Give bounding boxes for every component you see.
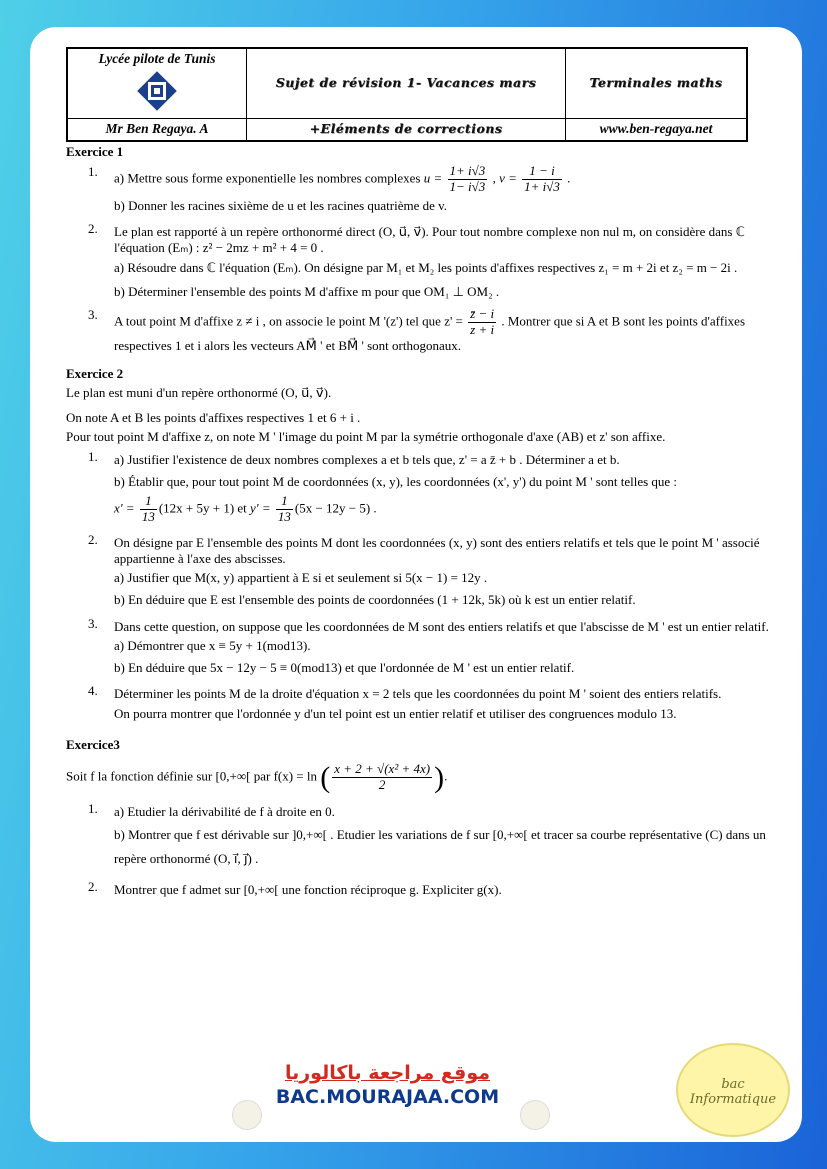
class-level: Terminales maths [589, 74, 723, 90]
ex2-q1b-y: (5x − 12y − 5) . [294, 500, 377, 516]
fraction-u: $\frac{1+ i√3}{1- i√3}$ [449, 162, 486, 194]
ex3-intro: Soit f la fonction définie sur [0,+∞[ par f(x) = ln ( $\frac{\text{x + 2 + √(x² + 4x)}}{2}$ ). [66, 761, 448, 794]
ex1-q1b: b) Donner les racines sixième de u et les racines quatrième de v. [114, 197, 448, 213]
fraction-f: $\frac{\text{x + 2 + √(x² + 4x)}}{2}$ [334, 761, 431, 793]
ex2-q3: Dans cette question, on suppose que les coordonnées de M sont des entiers relatifs et que l'abscisse de M ' est un entier relatif. [114, 618, 769, 634]
ex2-q1b-formula: x' = $\frac{1}{13}$ (12x + 5y + 1) et y' = $\frac{1}{13}$ (5x − 12y − 5) . [114, 492, 377, 524]
ex2-intro-3: Pour tout point M d'affixe z, on note M ' l'image du point M par la symétrie orthogonale d'axe (AB) et z' son affixe. [66, 428, 666, 444]
ex1-question-2: 2. Le plan est rapporté à un repère orthonormé direct (O, u⃗, v⃗). Pour tout nombre complexe non nul m, on considère dans ℂ l'équation (Eₘ) : z² − 2mz + m² + 4 = 0 . a) Résoudre dans ℂ l'équation (Eₘ). On désigne par M₁ et M₂ les points d'affixes respectives z₁ = m + 2i et z₂ = m − 2i . b) Déterminer l'ensemble des points M d'affixe m pour que OM₁ ⊥ OM₂ . [66, 221, 786, 303]
ex1-q2: Le plan est rapporté à un repère orthonormé direct (O, u⃗, v⃗). Pour tout nombre complexe non nul m, on considère dans ℂ l'équation (Eₘ) : z² − 2mz + m² + 4 = 0 . [114, 224, 745, 256]
header-table [66, 47, 748, 142]
ex2-question-1: 1. a) Justifier l'existence de deux nombres complexes a et b tels que, z' = a z̄ + b . Déterminer a et b. b) Établir que, pour tout point M de coordonnées (x, y), les coordonnées (x', y') du point M ' sont telles que : x' = $\frac{1}{13}$ (12x + 5y + 1) et y' = $\frac{1}{13}$ (5x − 12y − 5) . [66, 449, 786, 527]
bac-informatique-badge [676, 1043, 790, 1137]
ex1-q2a: a) Résoudre dans ℂ l'équation (Eₘ). On désigne par M₁ et M₂ les points d'affixes respectives z₁ = m + 2i et z₂ = m − 2i . [114, 259, 738, 275]
left-mini-logo-icon [232, 1100, 262, 1130]
ex1-question-1: 1. a) Mettre sous forme exponentielle les nombres complexes u = $\frac{1+ i√3}{1- i√3}$ , v = $\frac{1 - i}{1+ i√3}$ . b) Donner les racines sixième de u et les racines quatrième de v. [66, 164, 786, 217]
ex3-intro-text: Soit f la fonction définie sur [0,+∞[ par f(x) = ln [66, 768, 318, 784]
school-cell [67, 48, 247, 118]
teacher-name: Mr Ben Regaya. A [67, 118, 247, 140]
ex2-q2: On désigne par E l'ensemble des points M dont les coordonnées (x, y) sont des entiers relatifs et tels que le point M ' associé appartienne à l'axe des abscisses. [114, 534, 760, 566]
exercise-1-title: Exercice 1 [66, 143, 124, 159]
ex3-q2: Montrer que f admet sur [0,+∞[ une fonction réciproque g. Expliciter g(x). [114, 882, 502, 898]
document-page [30, 27, 802, 1142]
school-logo-icon [137, 71, 177, 111]
ex2-q4a: Déterminer les points M de la droite d'équation x = 2 tels que les coordonnées du point M ' soient des entiers relatifs. [114, 686, 722, 702]
sheet-title: Sujet de révision 1- Vacances mars [275, 74, 537, 90]
ex3-q1b: b) Montrer que f est dérivable sur ]0,+∞[ . Etudier les variations de f sur [0,+∞[ et tracer sa courbe représentative (C) dans un repère orthonormé (O, i⃗, j⃗) . [114, 826, 766, 867]
ex2-intro-1: Le plan est muni d'un repère orthonormé (O, u⃗, v⃗). [66, 385, 332, 401]
ex2-intro-2: On note A et B les points d'affixes respectives 1 et 6 + i . [66, 409, 361, 425]
badge-text: bac Informatique [689, 1077, 777, 1107]
ex2-question-3: 3. Dans cette question, on suppose que les coordonnées de M sont des entiers relatifs et que l'abscisse de M ' est un entier relatif. a) Démontrer que x ≡ 5y + 1(mod13). b) En déduire que 5x − 12y − 5 ≡ 0(mod13) et que l'ordonnée de M ' est un entier relatif. [66, 616, 786, 680]
footer-arabic[interactable]: موقع مراجعة باكالوريا [284, 1062, 491, 1084]
exercise-3-title: Exercice3 [66, 736, 120, 752]
ex1-q3b: . Montrer que si A et B sont les points d'affixes respectives 1 et i alors les vecteurs AM⃗ ' et BM⃗ ' sont orthogonaux. [114, 313, 746, 353]
level-cell [566, 48, 748, 118]
ex3-question-1: 1. a) Etudier la dérivabilité de f à droite en 0. b) Montrer que f est dérivable sur ]0,+∞[ . Etudier les variations de f sur [0,+∞[ et tracer sa courbe représentative (C) dans un repère orthonormé (O, i⃗, j⃗) . [66, 801, 786, 876]
ex1-question-3: 3. A tout point M d'affixe z ≠ i , on associe le point M '(z') tel que z' = $\frac{z̄ - i}{z + i}$ . Montrer que si A et B sont les points d'affixes respectives 1 et i alors les vecteurs AM⃗ ' et BM⃗ ' sont orthogonaux. [88, 306, 746, 353]
ex2-q3b: b) En déduire que 5x − 12y − 5 ≡ 0(mod13) et que l'ordonnée de M ' est un entier relatif. [114, 660, 575, 675]
ex2-q4b: On pourra montrer que l'ordonnée y d'un tel point est un entier relatif et utiliser des congruences modulo 13. [114, 705, 677, 721]
ex1-q3a: A tout point M d'affixe z ≠ i , on associe le point M '(z') tel que z' = [114, 313, 463, 329]
title-cell [247, 48, 566, 118]
fraction-v: $\frac{1 - i}{1+ i√3}$ [524, 162, 560, 194]
ex3-question-2: 2. Montrer que f admet sur [0,+∞[ une fonction réciproque g. Expliciter g(x). [66, 879, 786, 901]
right-mini-logo-icon [520, 1100, 550, 1130]
ex2-q1b-x: (12x + 5y + 1) et [158, 500, 247, 516]
footer-site[interactable]: BAC.MOURAJAA.COM [275, 1086, 500, 1108]
exercise-2-title: Exercice 2 [66, 366, 124, 382]
ex3-q1a: a) Etudier la dérivabilité de f à droite en 0. [114, 803, 335, 819]
ex2-question-4: 4. Déterminer les points M de la droite d'équation x = 2 tels que les coordonnées du point M ' soient des entiers relatifs. On pourra montrer que l'ordonnée y d'un tel point est un entier relatif et utiliser des congruences modulo 13. [66, 683, 786, 725]
ex2-q2b: b) En déduire que E est l'ensemble des points de coordonnées (1 + 12k, 5k) où k est un entier relatif. [114, 592, 636, 608]
school-name: Lycée pilote de Tunis [98, 51, 216, 66]
ex2-question-2: 2. On désigne par E l'ensemble des points M dont les coordonnées (x, y) sont des entiers relatifs et tels que le point M ' associé appartienne à l'axe des abscisses. a) Justifier que M(x, y) appartient à E si et seulement si 5(x − 1) = 12y . b) En déduire que E est l'ensemble des points de coordonnées (1 + 12k, 5k) où k est un entier relatif. [66, 532, 786, 612]
ex2-q2a: a) Justifier que M(x, y) appartient à E si et seulement si 5(x − 1) = 12y . [114, 570, 488, 585]
footer-watermark [270, 1062, 505, 1108]
document-content [66, 47, 786, 901]
fraction-z-prime: $\frac{z̄ - i}{z + i}$ [470, 306, 495, 337]
subtitle-cell [247, 118, 566, 140]
website-link[interactable]: www.ben-regaya.net [566, 118, 748, 140]
ex2-q3a: a) Démontrer que x ≡ 5y + 1(mod13). [114, 637, 311, 653]
ex1-q2b: b) Déterminer l'ensemble des points M d'affixe m pour que OM₁ ⊥ OM₂ . [114, 283, 500, 299]
sheet-subtitle: +Eléments de corrections [309, 120, 503, 136]
ex1-q1a: a) Mettre sous forme exponentielle les nombres complexes [114, 170, 421, 186]
ex2-q1a: a) Justifier l'existence de deux nombres complexes a et b tels que, z' = a z̄ + b . Déterminer a et b. [114, 452, 620, 468]
ex2-q1b: b) Établir que, pour tout point M de coordonnées (x, y), les coordonnées (x', y') du point M ' sont telles que : [114, 474, 678, 490]
